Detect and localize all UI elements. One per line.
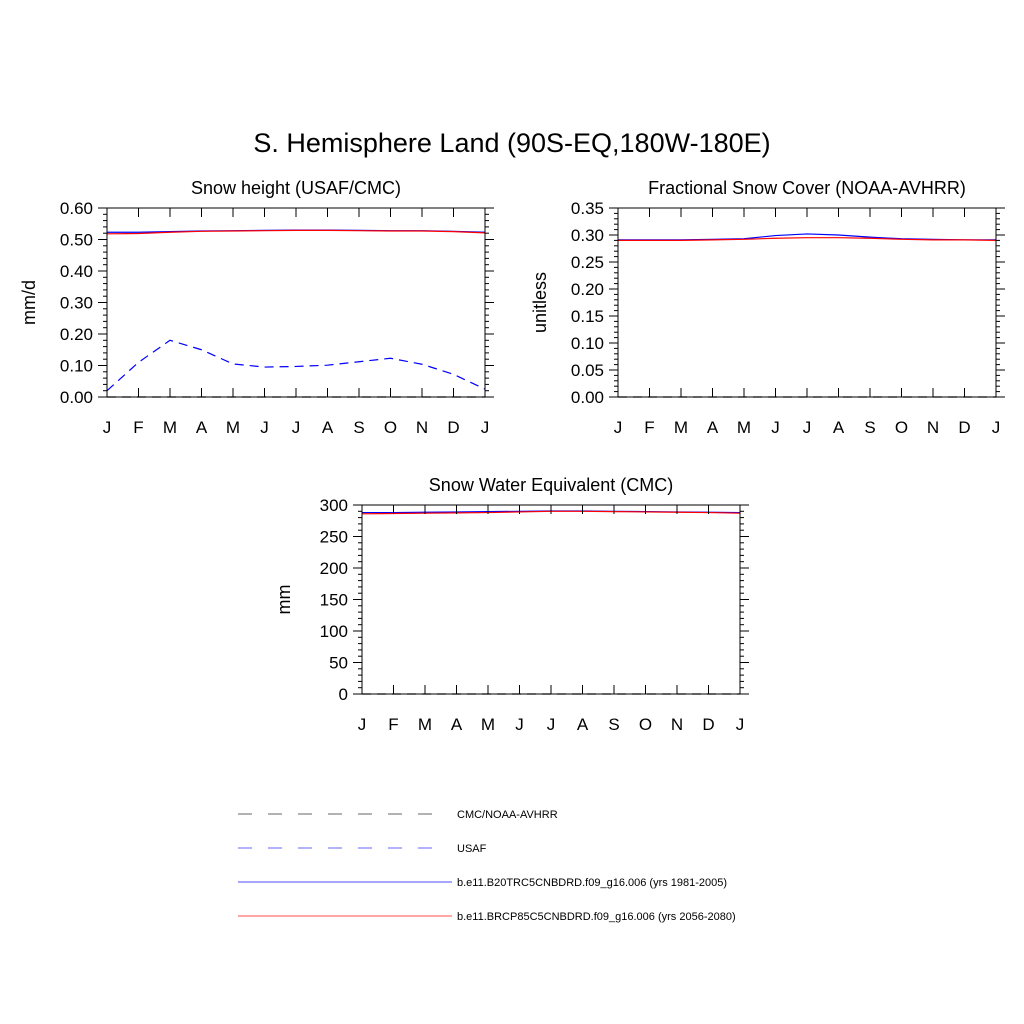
y-tick-label: 0.60 [59,199,93,218]
x-tick-label: A [576,715,589,734]
x-tick-label: O [383,418,398,437]
x-tick-label: J [260,418,269,437]
legend-label-2: b.e11.B20TRC5CNBDRD.f09_g16.006 (yrs 1981-2005) [457,877,728,889]
y-tick-label: 200 [319,559,348,578]
y-tick-label: 0 [338,685,348,704]
x-tick-label: J [102,418,112,437]
x-tick-label: A [321,418,334,437]
chart-snow-height [19,178,494,437]
x-tick-label: J [357,715,367,734]
x-tick-label: J [735,715,745,734]
chart-snow-cover [530,178,1005,437]
series-line-1 [107,340,485,390]
x-tick-label: M [736,418,752,437]
x-tick-label: M [162,418,178,437]
y-tick-label: 0.30 [570,226,604,245]
y-tick-label: 0.10 [570,334,604,353]
x-tick-label: J [991,418,1001,437]
y-axis-label: mm/d [19,280,39,325]
x-tick-label: F [388,715,399,734]
y-tick-label: 0.35 [570,199,604,218]
x-tick-label: F [133,418,144,437]
x-tick-label: S [608,715,620,734]
x-tick-label: M [480,715,496,734]
series-line-3 [107,230,485,233]
y-tick-label: 0.05 [570,361,604,380]
y-tick-label: 150 [319,590,348,610]
y-axis-label: mm [274,584,294,615]
chart-title: Snow height (USAF/CMC) [190,178,402,198]
chart-swe [274,475,749,734]
y-tick-label: 0.20 [59,325,93,344]
y-axis-label: unitless [530,271,550,334]
plot-frame [107,208,485,397]
legend-label-1: USAF [457,843,487,855]
plot-frame [618,208,996,397]
y-tick-label: 250 [319,527,348,547]
x-tick-label: N [926,418,940,437]
x-tick-label: D [702,715,715,734]
x-tick-label: D [447,418,460,437]
legend [238,809,736,923]
y-tick-label: 0.50 [59,230,93,250]
x-tick-label: A [195,418,208,437]
x-tick-label: M [417,715,433,734]
y-tick-label: 0.10 [59,356,93,376]
x-tick-label: J [515,715,524,734]
x-tick-label: A [450,715,463,734]
legend-label-3: b.e11.BRCP85C5CNBDRD.f09_g16.006 (yrs 2056-2080) [457,911,736,923]
y-tick-label: 0.30 [59,293,93,313]
series-line-1 [618,234,996,240]
x-tick-label: J [546,715,556,734]
x-tick-label: J [613,418,623,437]
y-tick-label: 0.40 [59,262,93,281]
x-tick-label: M [673,418,689,437]
plot-frame [362,505,740,694]
x-tick-label: O [894,418,909,437]
x-tick-label: A [706,418,719,437]
x-tick-label: S [864,418,876,437]
x-tick-label: J [291,418,301,437]
x-tick-label: J [771,418,780,437]
x-tick-label: S [353,418,365,437]
legend-label-0: CMC/NOAA-AVHRR [457,809,558,821]
x-tick-label: F [644,418,655,437]
y-tick-label: 50 [329,653,348,673]
x-tick-label: M [225,418,241,437]
x-tick-label: J [802,418,812,437]
y-tick-label: 0.00 [570,388,604,407]
chart-title: Fractional Snow Cover (NOAA-AVHRR) [648,178,966,198]
x-tick-label: J [480,418,490,437]
y-tick-label: 0.00 [59,388,93,407]
x-tick-label: A [832,418,845,437]
x-tick-label: N [670,715,684,734]
chart-title: Snow Water Equivalent (CMC) [428,475,674,495]
x-tick-label: N [415,418,429,437]
y-tick-label: 100 [319,622,348,641]
y-tick-label: 0.15 [570,307,604,326]
y-tick-label: 0.20 [570,280,604,299]
page-title: S. Hemisphere Land (90S-EQ,180W-180E) [253,128,771,158]
y-tick-label: 300 [319,496,348,515]
y-tick-label: 0.25 [570,253,604,272]
x-tick-label: D [958,418,971,437]
x-tick-label: O [638,715,653,734]
